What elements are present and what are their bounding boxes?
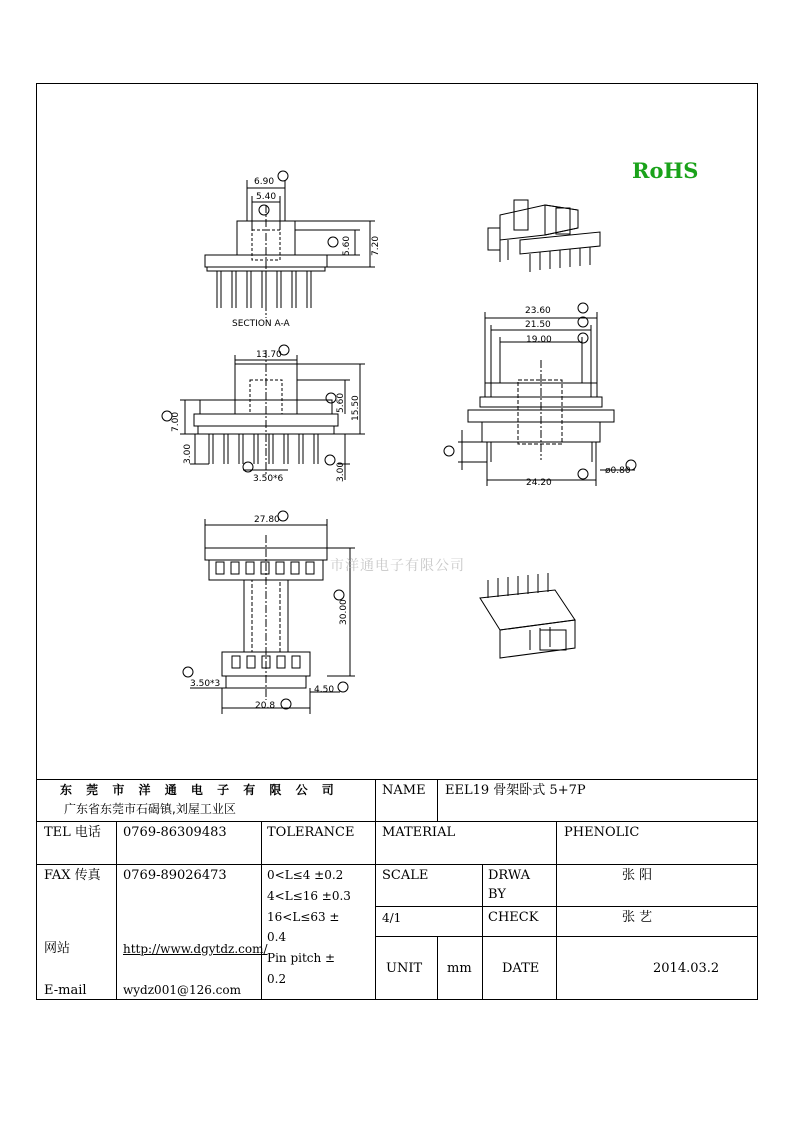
tolerance-line-5: Pin pitch ± [267,951,336,965]
name-label: NAME [382,783,426,798]
dim-24-20: 24.20 [526,478,552,488]
name-value: EEL19 骨架卧式 5+7P [445,783,586,798]
tel-label: TEL 电话 [44,825,101,840]
dim-7-20: 7.20 [371,235,381,256]
check-value: 张 艺 [622,910,653,925]
check-label: CHECK [488,910,539,925]
dim-pin-diameter: ø0.80 [605,466,631,476]
dim-19-00: 19.00 [526,335,552,345]
fax-label: FAX 传真 [44,868,101,883]
dim-3-50x6: 3.50*6 [253,474,284,484]
dim-5-60-b: 5.60 [336,392,346,413]
isometric-view-bottom [480,573,575,658]
title-block [36,779,758,1000]
material-label: MATERIAL [382,825,456,840]
dim-5-40: 5.40 [256,192,277,202]
date-value: 2014.03.2 [653,961,720,976]
dim-7-00: 7.00 [171,411,181,432]
dim-6-90: 6.90 [254,177,275,187]
dim-3-50x3: 3.50*3 [190,679,221,689]
date-label: DATE [502,961,540,976]
dim-23-60: 23.60 [525,306,551,316]
dim-27-80: 27.80 [254,515,280,525]
front-view [180,350,365,480]
unit-value: mm [447,961,472,976]
tolerance-line-1: 0<L≤4 ±0.2 [267,868,344,882]
balloon-markers [162,171,636,709]
email-label: E-mail [44,983,87,998]
drawn-by-value: 张 阳 [622,868,653,883]
section-label: SECTION A-A [232,319,290,329]
tolerance-line-2: 4<L≤16 ±0.3 [267,889,351,903]
dim-3-00-a: 3.00 [183,443,193,464]
website-label: 网站 [44,941,71,956]
tolerance-line-3: 16<L≤63 ± [267,910,340,924]
drwaby-label-2: BY [488,887,506,902]
material-value: PHENOLIC [564,825,640,840]
website-link[interactable]: http://www.dgytdz.com/ [123,942,268,956]
scale-label: SCALE [382,868,429,883]
isometric-view-top [488,200,600,272]
company-name: 东 莞 市 洋 通 电 子 有 限 公 司 [60,783,339,797]
email-value: wydz001@126.com [123,983,242,997]
dim-5-60-a: 5.60 [342,235,352,256]
dim-21-50: 21.50 [525,320,551,330]
drwaby-label-1: DRWA [488,868,531,883]
watermark: 市洋通电子有限公司 [330,558,465,574]
tolerance-label: TOLERANCE [267,825,355,840]
company-address: 广东省东莞市石碣镇,刘屋工业区 [64,802,236,816]
rohs-mark: RoHS [632,158,699,183]
tolerance-line-4: 0.4 [267,930,287,944]
unit-label: UNIT [386,961,423,976]
dim-15-50: 15.50 [351,395,361,421]
dim-30-00: 30.00 [339,599,349,625]
dim-20-8: 20.8 [255,701,276,711]
dim-3-00-b: 3.00 [336,461,346,482]
fax-value: 0769-89026473 [123,868,227,883]
tolerance-line-6: 0.2 [267,972,287,986]
scale-value: 4/1 [382,911,402,925]
tel-value: 0769-86309483 [123,825,227,840]
dim-13-70: 13.70 [256,350,282,360]
dim-4-50: 4.50 [314,685,335,695]
